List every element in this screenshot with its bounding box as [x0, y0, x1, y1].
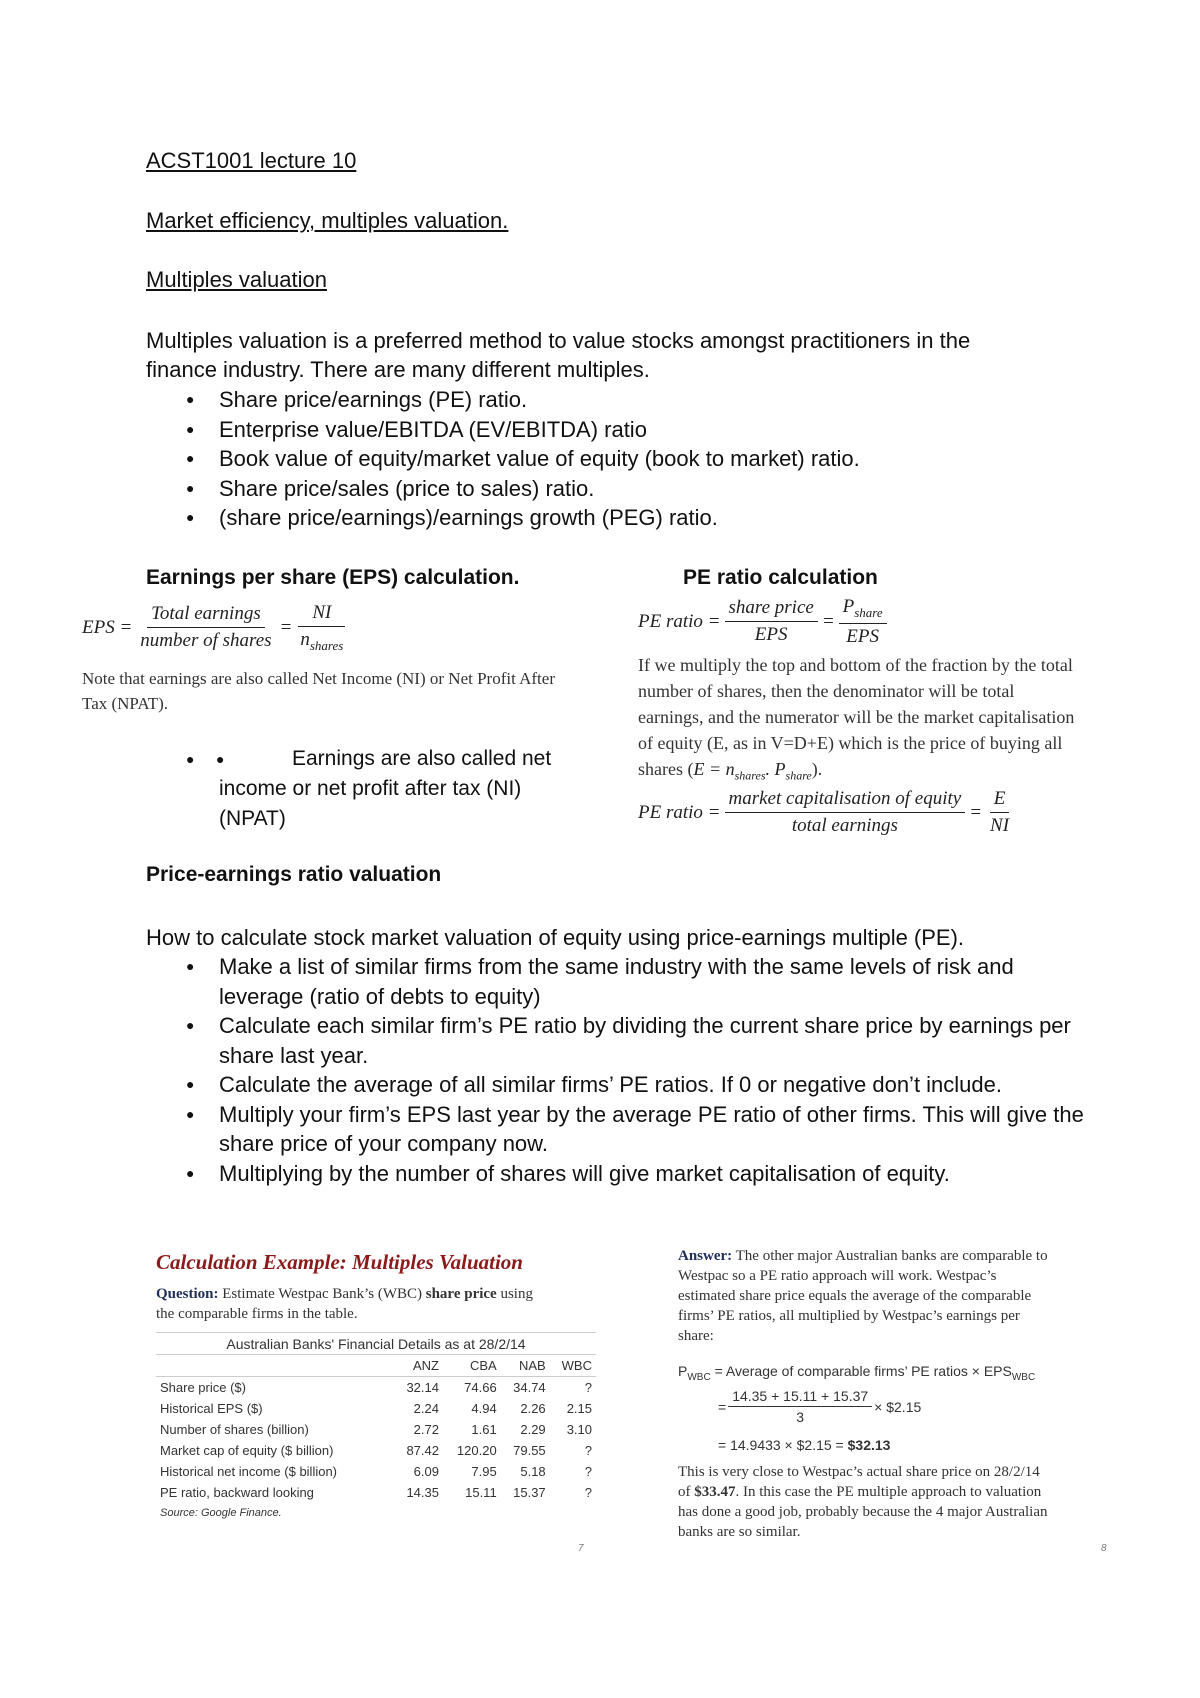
table-cell: 15.37: [513, 1485, 546, 1500]
row-label: Historical net income ($ billion): [160, 1464, 338, 1479]
table-header-corner: [156, 1355, 394, 1377]
eps-fraction-2: [296, 602, 347, 654]
pe-formula-2-eq: =: [969, 801, 983, 823]
eps-note-line-2: Tax (NPAT).: [82, 694, 169, 713]
multiples-list: [146, 385, 1096, 533]
table-row: [156, 1482, 596, 1503]
pe-paragraph: [638, 652, 1074, 789]
table-cell: 14.35: [406, 1485, 439, 1500]
financial-table-wrapper: [156, 1332, 596, 1519]
table-cell: 1.61: [471, 1422, 497, 1437]
pe-para-line: earnings, and the numerator will be the market capitalisation: [638, 707, 1075, 727]
question-text-2: using: [496, 1286, 533, 1302]
eps-bullet-text-1: Earnings are also called net: [292, 747, 552, 770]
table-row: [156, 1377, 596, 1399]
table-row: [156, 1461, 596, 1482]
row-label: Number of shares (billion): [160, 1422, 309, 1437]
pe-valuation-steps: [146, 952, 1090, 1188]
section-pe-valuation: Price-earnings ratio valuation: [146, 863, 442, 886]
pe-num-2: [839, 596, 887, 624]
pe-num-2-main: P: [842, 596, 855, 617]
table-col-header: CBA: [469, 1358, 497, 1373]
eps-num-1: Total earnings: [147, 603, 265, 628]
table-caption: Australian Banks' Financial Details as at 28/2/14: [226, 1336, 526, 1352]
table-cell: 2.29: [520, 1422, 546, 1437]
page-number-left: 7: [578, 1543, 584, 1554]
eps-den-2-main: n: [300, 629, 310, 650]
question-text-1: Estimate Westpac Bank’s (WBC): [218, 1286, 426, 1302]
conclusion-line: has done a good job, probably because the 4 major Australian: [678, 1504, 1048, 1520]
table-cell: 4.94: [471, 1401, 497, 1416]
bullet-dot-icon: ●: [186, 751, 195, 767]
pe-formula-1-eq: =: [821, 610, 835, 632]
answer-line: estimated share price equals the average of the comparable: [678, 1288, 1032, 1304]
pe-den-2: EPS: [846, 625, 879, 647]
calc-den: 3: [796, 1409, 805, 1425]
eps-note: [82, 666, 555, 716]
calc-line-1: [678, 1363, 1035, 1383]
calc-line-2: [718, 1388, 921, 1425]
eps-bullet-line-1: [186, 744, 551, 774]
table-row: [156, 1419, 596, 1440]
calc-times: × $2.15: [874, 1398, 922, 1415]
pe-num-2-sub: share: [854, 604, 883, 620]
pe-formula-2: [638, 788, 1017, 837]
slide-left-title: Calculation Example: Multiples Valuation: [156, 1250, 523, 1274]
answer-label: Answer:: [678, 1248, 733, 1264]
table-col-header: WBC: [561, 1358, 592, 1373]
table-cell: 5.18: [520, 1464, 546, 1479]
table-cell: ?: [584, 1464, 592, 1479]
table-cell: 74.66: [464, 1380, 497, 1395]
calc-fraction: [728, 1388, 872, 1425]
table-cell: ?: [584, 1443, 592, 1458]
list-item: ● Calculate each similar firm’s PE ratio by dividing the current share price by earnings per share last year.: [146, 1011, 1090, 1070]
calc-num: 14.35 + 15.11 + 15.37: [728, 1388, 872, 1407]
eps-bullet-line-3: (NPAT): [219, 807, 286, 830]
pe-para-last-suffix: ).: [811, 759, 823, 779]
list-item: ● Enterprise value/EBITDA (EV/EBITDA) ratio: [146, 415, 1096, 445]
eps-den-1: number of shares: [140, 630, 272, 652]
table-cell: 2.26: [520, 1401, 546, 1416]
table-cell: 6.09: [413, 1464, 439, 1479]
intro-paragraph: [146, 326, 970, 384]
pe-valuation-intro: How to calculate stock market valuation of equity using price-earnings multiple (PE).: [146, 925, 965, 950]
question-line-2: the comparable firms in the table.: [156, 1306, 358, 1322]
intro-line-2: finance industry. There are many different multiples.: [146, 357, 650, 382]
table-cell: 3.10: [566, 1422, 592, 1437]
calc-p: P: [678, 1363, 688, 1379]
conclusion-line: banks are so similar.: [678, 1524, 801, 1540]
row-label: Market cap of equity ($ billion): [160, 1443, 334, 1458]
table-col-header: ANZ: [412, 1358, 439, 1373]
table-cell: ?: [584, 1380, 592, 1395]
pe-den-3: total earnings: [791, 815, 898, 836]
table-cell: 7.95: [471, 1464, 497, 1479]
bullet-dot-icon: ●: [216, 751, 225, 767]
table-row: [156, 1398, 596, 1419]
pe-para-last-math: [693, 759, 812, 783]
list-item: ● Multiplying by the number of shares will give market capitalisation of equity.: [146, 1159, 1090, 1189]
pe-fraction-4: [986, 788, 1013, 837]
pe-para-line-last: [638, 756, 1074, 789]
list-item: ● Calculate the average of all similar firms’ PE ratios. If 0 or negative don’t include.: [146, 1070, 1090, 1100]
pe-para-line: If we multiply the top and bottom of the fraction by the total: [638, 655, 1073, 675]
pe-fraction-1: [725, 597, 818, 646]
calc-result: $32.13: [847, 1437, 891, 1453]
pe-den-1: EPS: [754, 624, 788, 646]
eps-num-2: NI: [298, 602, 345, 627]
conclusion-prefix: of: [678, 1484, 695, 1500]
table-cell: 32.14: [406, 1380, 439, 1395]
question-bold: share price: [425, 1286, 497, 1302]
pe-para-math-mid: . P: [765, 759, 786, 779]
question-line-1: [156, 1284, 601, 1304]
table-cell: 15.11: [465, 1485, 497, 1500]
list-item: ● Share price/earnings (PE) ratio.: [146, 385, 1096, 415]
calc-line-3: [718, 1437, 890, 1453]
eps-formula-lhs: EPS =: [82, 616, 133, 638]
conclusion-price: $33.47: [694, 1484, 736, 1500]
pe-para-math-sub1: shares: [734, 768, 766, 783]
doc-subtitle: Market efficiency, multiples valuation.: [146, 208, 509, 233]
answer-line: firms’ PE ratios, all multiplied by Westpac’s earnings per: [678, 1308, 1020, 1324]
pe-formula-2-lhs: PE ratio =: [638, 801, 721, 823]
calc-line-3-prefix: = 14.9433 × $2.15 =: [718, 1437, 848, 1453]
pe-den-4: NI: [990, 815, 1010, 836]
table-cell: 2.72: [413, 1422, 439, 1437]
slide-right-conclusion: [678, 1462, 1118, 1542]
pe-para-math-sub2: share: [785, 768, 812, 783]
list-item: ● Make a list of similar firms from the same industry with the same levels of risk and leverage (ratio of debts to equity): [146, 952, 1090, 1011]
pe-para-math-a: E = n: [693, 759, 735, 779]
pe-formula-1-lhs: PE ratio =: [638, 610, 721, 632]
table-cell: 87.42: [406, 1443, 439, 1458]
table-cell: 2.15: [566, 1401, 592, 1416]
table-header-row: [156, 1355, 596, 1377]
pe-num-4: E: [990, 788, 1010, 813]
table-source: Source: Google Finance.: [160, 1507, 282, 1519]
answer-line: share:: [678, 1328, 714, 1344]
eps-den-2: [296, 627, 347, 654]
conclusion-line-2: [678, 1482, 1118, 1502]
eps-formula: [82, 602, 351, 654]
eps-fraction-1: [136, 603, 275, 652]
financial-table: [156, 1354, 596, 1503]
list-item: ● (share price/earnings)/earnings growth (PEG) ratio.: [146, 503, 1096, 533]
answer-text-1: The other major Australian banks are comparable to: [732, 1248, 1048, 1264]
slide-left-question: [156, 1284, 601, 1324]
calc-eq: =: [718, 1398, 727, 1415]
row-label: Share price ($): [160, 1380, 246, 1395]
pe-formula-1: [638, 596, 891, 648]
calc-p-sub: WBC: [687, 1371, 711, 1383]
page-number-right: 8: [1101, 1543, 1107, 1554]
pe-num-3: market capitalisation of equity: [725, 788, 966, 813]
section-multiples-valuation: Multiples valuation: [146, 267, 327, 292]
eps-bullet: [186, 744, 551, 834]
calc-rhs: = Average of comparable firms’ PE ratios × EPS: [710, 1363, 1012, 1379]
eps-formula-eq: =: [279, 616, 293, 638]
list-item: ● Book value of equity/market value of equity (book to market) ratio.: [146, 444, 1096, 474]
pe-heading: PE ratio calculation: [683, 566, 878, 589]
conclusion-suffix: . In this case the PE multiple approach to valuation: [735, 1484, 1042, 1500]
pe-para-line: of equity (E, as in V=D+E) which is the price of buying all: [638, 733, 1063, 753]
table-cell: 79.55: [513, 1443, 546, 1458]
pe-fraction-2: [839, 596, 887, 648]
table-row: [156, 1440, 596, 1461]
answer-line-1: [678, 1246, 1118, 1266]
eps-den-2-sub: shares: [309, 637, 344, 653]
eps-heading: Earnings per share (EPS) calculation.: [146, 566, 520, 589]
calc-eps-sub: WBC: [1011, 1371, 1036, 1383]
pe-fraction-3: [725, 788, 966, 837]
answer-line: Westpac so a PE ratio approach will work. Westpac’s: [678, 1268, 997, 1284]
pe-num-1: share price: [725, 597, 818, 622]
pe-para-last-prefix: shares (: [638, 759, 694, 779]
table-col-header: NAB: [518, 1358, 546, 1373]
row-label: Historical EPS ($): [160, 1401, 263, 1416]
table-cell: ?: [584, 1485, 592, 1500]
conclusion-line: This is very close to Westpac’s actual share price on 28/2/14: [678, 1464, 1040, 1480]
row-label: PE ratio, backward looking: [160, 1485, 314, 1500]
table-cell: 2.24: [413, 1401, 439, 1416]
pe-para-line: number of shares, then the denominator will be total: [638, 681, 1015, 701]
slide-right-answer: [678, 1246, 1118, 1346]
eps-note-line-1: Note that earnings are also called Net Income (NI) or Net Profit After: [82, 669, 555, 688]
doc-title: ACST1001 lecture 10: [146, 148, 357, 173]
list-item: ● Share price/sales (price to sales) ratio.: [146, 474, 1096, 504]
intro-line-1: Multiples valuation is a preferred method to value stocks amongst practitioners in the: [146, 328, 971, 353]
question-label: Question:: [156, 1286, 219, 1302]
table-cell: 34.74: [513, 1380, 546, 1395]
table-cell: 120.20: [456, 1443, 497, 1458]
eps-bullet-line-2: income or net profit after tax (NI): [219, 777, 522, 800]
list-item: ● Multiply your firm’s EPS last year by the average PE ratio of other firms. This will give the share price of your company now.: [146, 1100, 1090, 1159]
